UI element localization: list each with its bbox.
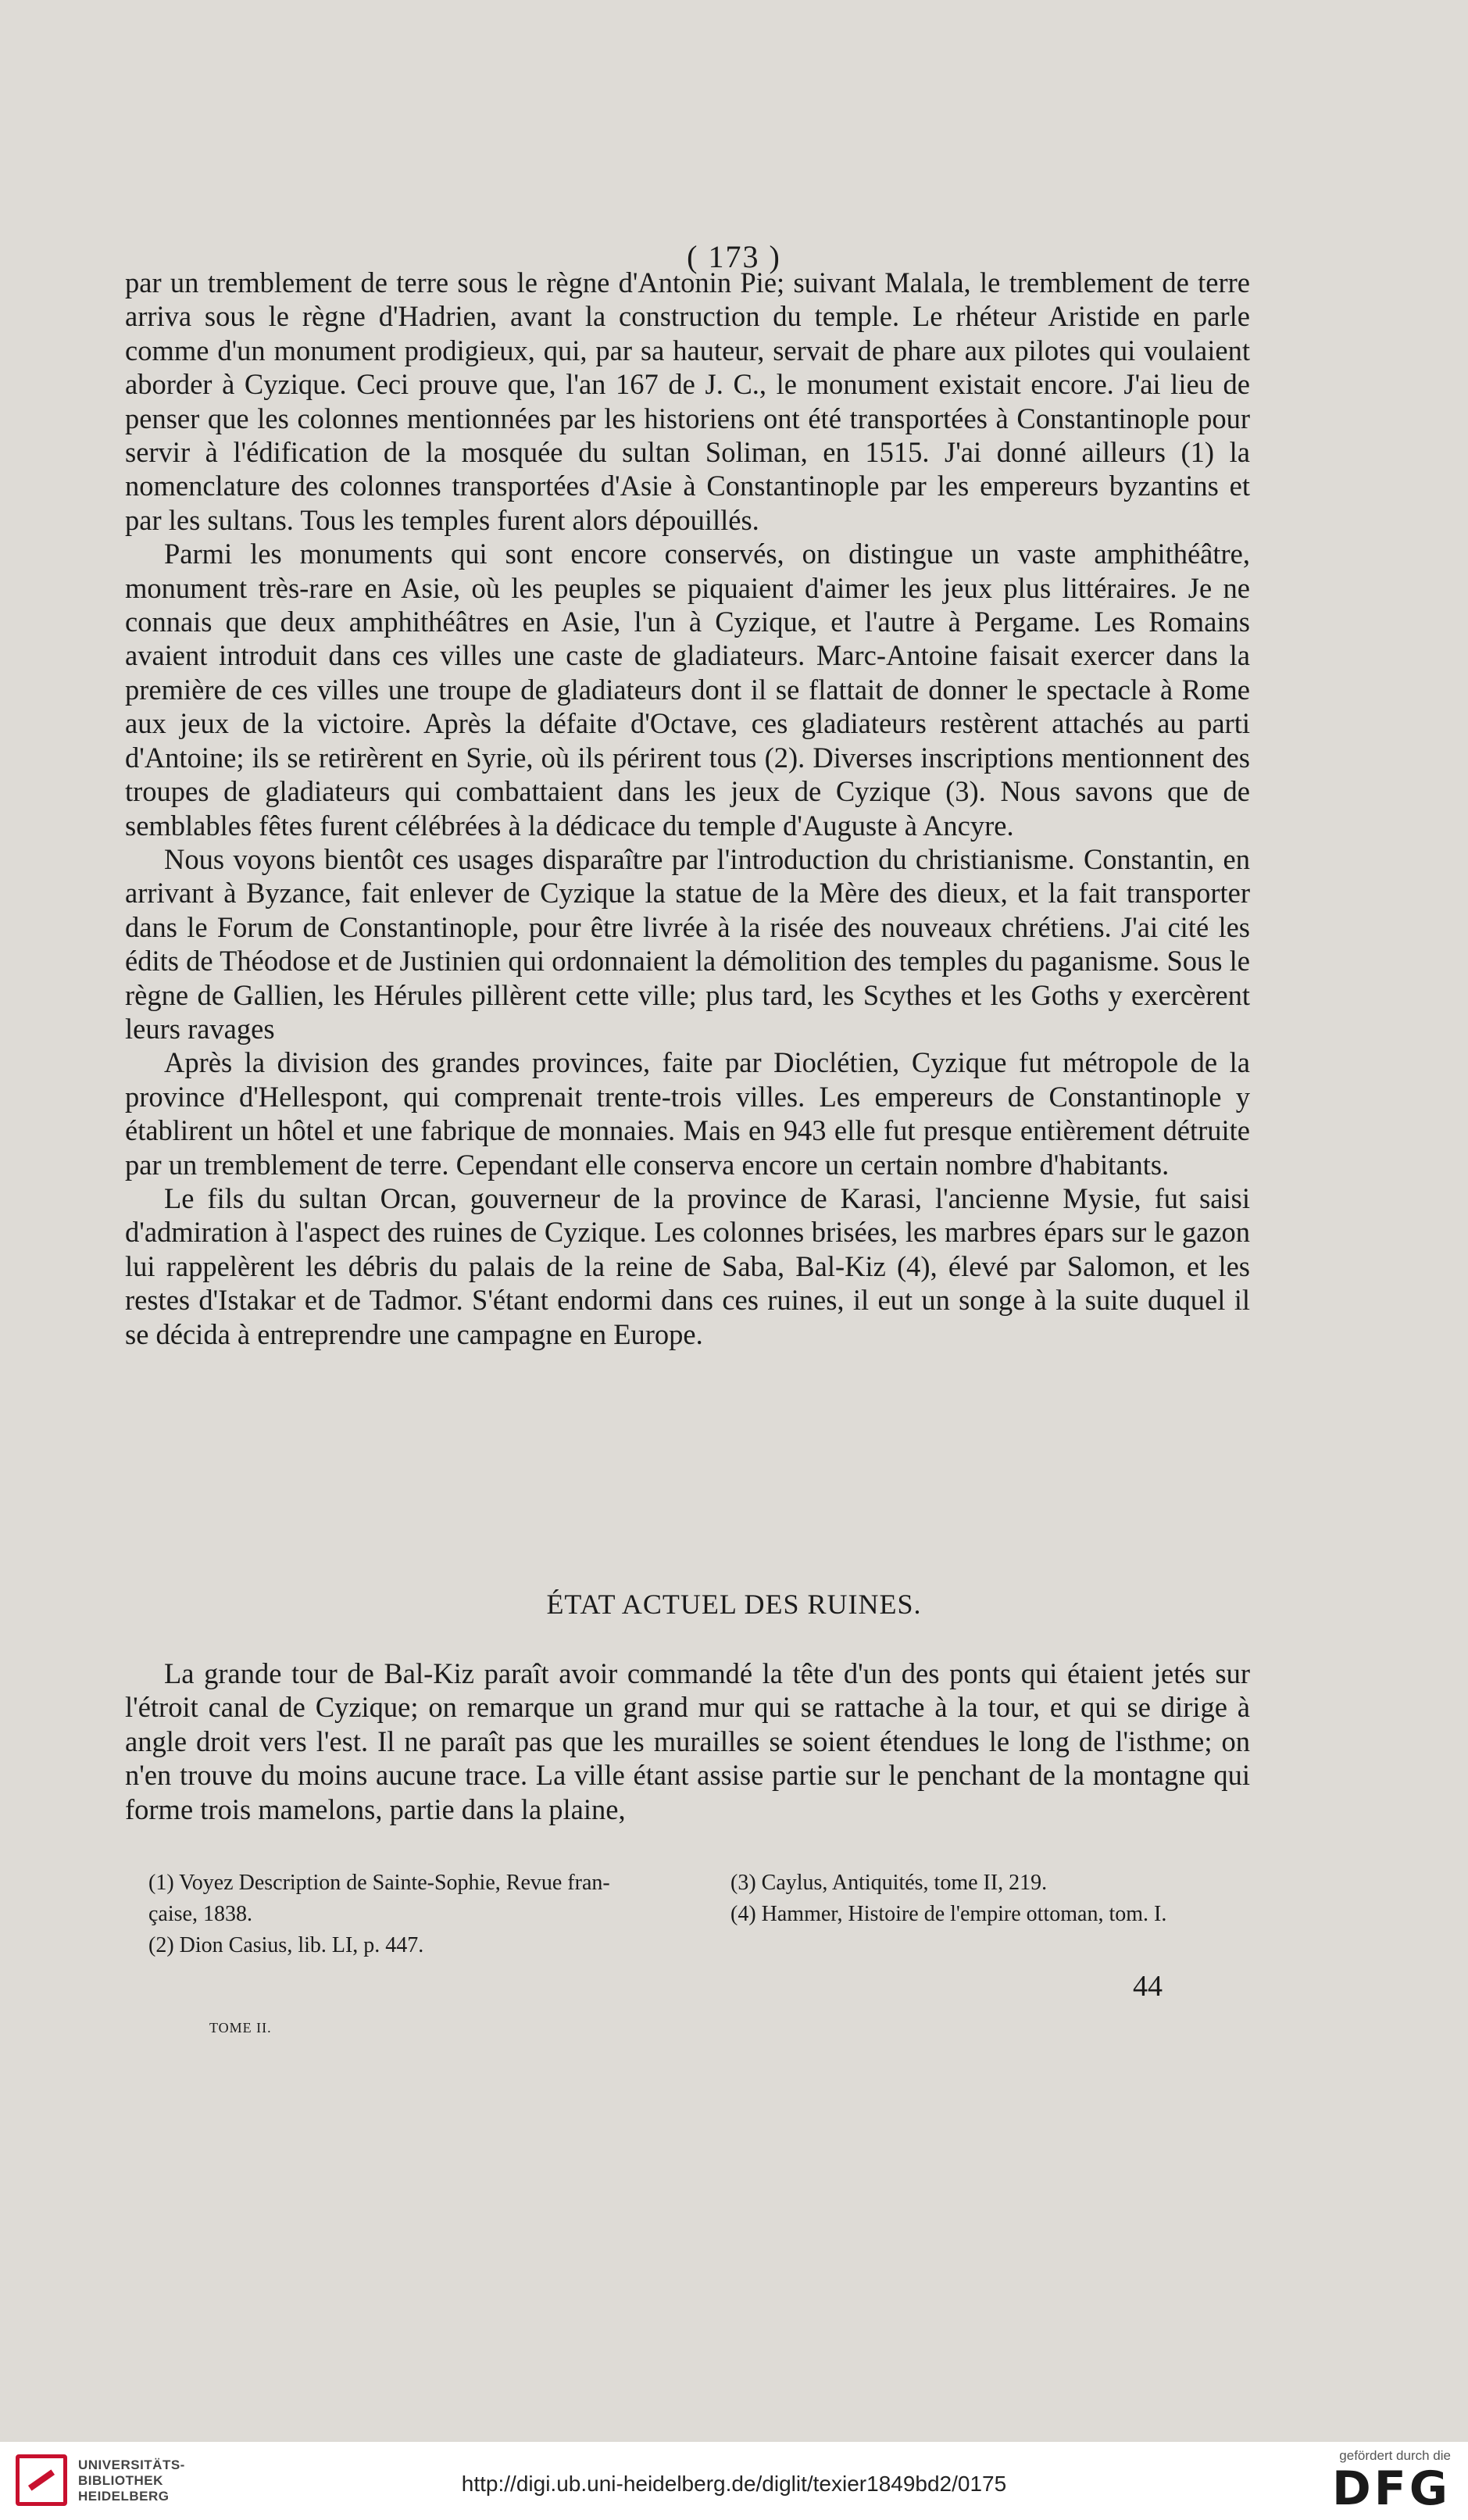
paragraph-1: par un tremblement de terre sous le règne d'Antonin Pie; suivant Malala, le tremblement de terre arriva sous le règne d'Hadrien, avant la construction du temple. Le rhéteur Aristide en parle comme d'un monument prodigieux, qui, par sa hauteur, servait de phare aux pilotes qui voulaient aborder à Cyzique. Ceci prouve que, l'an 167 de J. C., le monument existait encore. J'ai lieu de penser que les colonnes mentionnées par les historiens ont été transportées à Constantinople pour servir à l'édification de la mosquée du sultan Soliman, en 1515. J'ai donné ailleurs (1) la nomenclature des colonnes transportées d'Asie à Constantinople par les empereurs byzantins et par les sultans. Tous les temples furent alors dépouillés. xyxy=(125,266,1250,536)
paragraph-5: Le fils du sultan Orcan, gouverneur de la province de Karasi, l'ancienne Mysie, fut saisi d'admiration à l'aspect des ruines de Cyzique. Les colonnes brisées, les marbres épars sur le gazon lui rappelèrent les débris du palais de la reine de Saba, Bal-Kiz (4), élevé par Salomon, et les restes d'Istakar et de Tadmor. S'étant endormi dans ces ruines, il eut un songe à la suite duquel il se décida à entreprendre une campagne en Europe. xyxy=(125,1181,1250,1350)
paragraph-3: Nous voyons bientôt ces usages disparaître par l'introduction du christianisme. Constantin, en arrivant à Byzance, fait enlever de Cyzique la statue de la Mère des dieux, et la fait transporter dans le Forum de Constantinople, pour être livrée à la risée des nouveaux chrétiens. J'ai cité les édits de Théodose et de Justinien qui ordonnaient la démolition des temples du paganisme. Sous le règne de Gallien, les Hérules pillèrent cette ville; plus tard, les Scythes et les Goths y exercèrent leurs ravages xyxy=(125,842,1250,1045)
section-text xyxy=(125,1657,1250,1826)
footnote-1: (1) Voyez Description de Sainte-Sophie, Revue fran- xyxy=(148,1871,610,1895)
section-heading: ÉTAT ACTUEL DES RUINES. xyxy=(546,1589,922,1620)
footnote-2: (2) Dion Casius, lib. LI, p. 447. xyxy=(148,1933,424,1957)
document-url-link[interactable]: http://digi.ub.uni-heidelberg.de/diglit/texier1849bd2/0175 xyxy=(461,2472,1007,2496)
page-number: ( 173 ) xyxy=(687,239,781,274)
paragraph-4: Après la division des grandes provinces, faite par Dioclétien, Cyzique fut métropole de la province d'Hellespont, qui comprenait trente-trois villes. Les empereurs de Constantinople y établirent un hôtel et une fabrique de monnaies. Mais en 943 elle fut presque entièrement détruite par un tremblement de terre. Cependant elle conserva encore un certain nombre d'habitants. xyxy=(125,1046,1250,1181)
library-name: UNIVERSITÄTS- BIBLIOTHEK HEIDELBERG xyxy=(78,2457,185,2504)
sponsor-caption: gefördert durch die xyxy=(1339,2448,1451,2463)
tome-label: TOME II. xyxy=(209,2020,272,2036)
footnote-1-cont: çaise, 1838. xyxy=(148,1902,252,1926)
footnotes-right xyxy=(730,1868,1293,1930)
footnotes-left xyxy=(148,1868,719,1961)
viewer-footer xyxy=(0,2442,1468,2520)
section-paragraph: La grande tour de Bal-Kiz paraît avoir commandé la tête d'un des ponts qui étaient jetés sur l'étroit canal de Cyzique; on remarque un grand mur qui se rattache à la tour, et qui se dirige à angle droit vers l'est. Il ne paraît pas que les murailles se soient étendues le long de l'isthme; on n'en trouve du moins aucune trace. La ville étant assise partie sur le penchant de la montagne qui forme trois mamelons, partie dans la plaine, xyxy=(125,1657,1250,1825)
signature-number: 44 xyxy=(1133,1970,1163,2003)
paragraph-2: Parmi les monuments qui sont encore conservés, on distingue un vaste amphithéâtre, monument très-rare en Asie, où les peuples se piquaient d'aimer les jeux plus littéraires. Je ne connais que deux amphithéâtres en Asie, l'un à Cyzique, et l'autre à Pergame. Les Romains avaient introduit dans ces villes une caste de gladiateurs. Marc-Antoine faisait exercer dans la première de ces villes une troupe de gladiateurs dont il se flattait de donner le spectacle à Rome aux jeux de la victoire. Après la défaite d'Octave, ces gladiateurs restèrent attachés au parti d'Antoine; ils se retirèrent en Syrie, où ils périrent tous (2). Diverses inscriptions mentionnent des troupes de gladiateurs qui combattaient dans les jeux de Cyzique (3). Nous savons que de semblables fêtes furent célébrées à la dédicace du temple d'Auguste à Ancyre. xyxy=(125,538,1250,842)
footnote-4: (4) Hammer, Histoire de l'empire ottoman, tom. I. xyxy=(730,1902,1167,1926)
dfg-logo-icon: DFG xyxy=(1331,2461,1451,2516)
sponsor-logo[interactable] xyxy=(1279,2448,1451,2515)
main-text xyxy=(125,266,1250,1351)
footnote-3: (3) Caylus, Antiquités, tome II, 219. xyxy=(730,1871,1048,1895)
